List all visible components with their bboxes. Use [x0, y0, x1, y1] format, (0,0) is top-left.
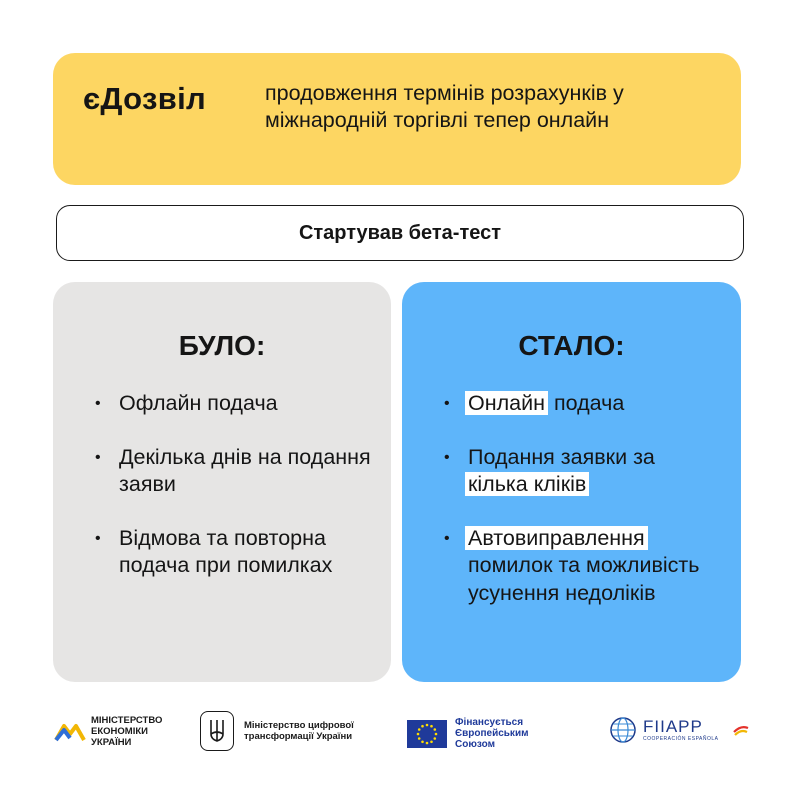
highlight-text: кілька кліків — [465, 472, 589, 496]
before-title: БУЛО: — [178, 330, 266, 361]
list-item — [442, 525, 725, 608]
header-description: продовження термінів розрахунків у міжнародній торгівлі тепер онлайн — [265, 81, 624, 132]
ministry-economy-text: МІНІСТЕРСТВО ЕКОНОМІКИ УКРАЇНИ — [91, 715, 163, 748]
list-item: • Офлайн подача — [93, 390, 375, 418]
eu-flag-icon — [407, 720, 447, 748]
footer-logos — [0, 705, 800, 765]
ministry-economy-logo-icon — [54, 720, 86, 744]
item-text: помилок та можливість усунення недоліків — [468, 553, 700, 605]
beta-test-banner — [56, 205, 744, 261]
before-card — [53, 282, 391, 682]
list-item — [442, 390, 725, 418]
before-list — [93, 390, 375, 606]
list-item: • Відмова та повторна подача при помилках — [93, 525, 375, 580]
eu-logo — [407, 717, 570, 750]
ministry-economy-logo — [54, 715, 171, 748]
trident-crest-icon — [200, 711, 234, 751]
highlight-text: Онлайн — [465, 391, 548, 415]
fiiapp-logo — [608, 715, 750, 745]
item-text: Подання заявки за — [468, 444, 655, 469]
fiiapp-text: FIIAPP — [643, 717, 703, 736]
beta-test-label: Стартував бета-тест — [298, 221, 502, 244]
item-text: подача — [547, 391, 625, 415]
after-title: СТАЛО: — [518, 330, 625, 361]
ministry-digital-logo — [200, 711, 374, 751]
list-item: • Декілька днів на подання заяви — [93, 444, 375, 499]
spain-cooperation-icon — [732, 723, 750, 737]
ministry-digital-text: Міністерство цифрової трансформації України — [244, 720, 354, 742]
fiiapp-globe-icon — [608, 715, 638, 745]
highlight-text: Автовиправлення — [465, 526, 648, 550]
fiiapp-subtitle: COOPERACIÓN ESPAÑOLA — [643, 736, 719, 742]
after-card — [402, 282, 741, 682]
brand-title: єДозвіл — [83, 81, 206, 116]
after-list — [442, 390, 725, 633]
eu-funding-text: Фінансується Європейським Союзом — [455, 717, 529, 750]
header-banner — [53, 53, 741, 185]
list-item — [442, 444, 725, 499]
